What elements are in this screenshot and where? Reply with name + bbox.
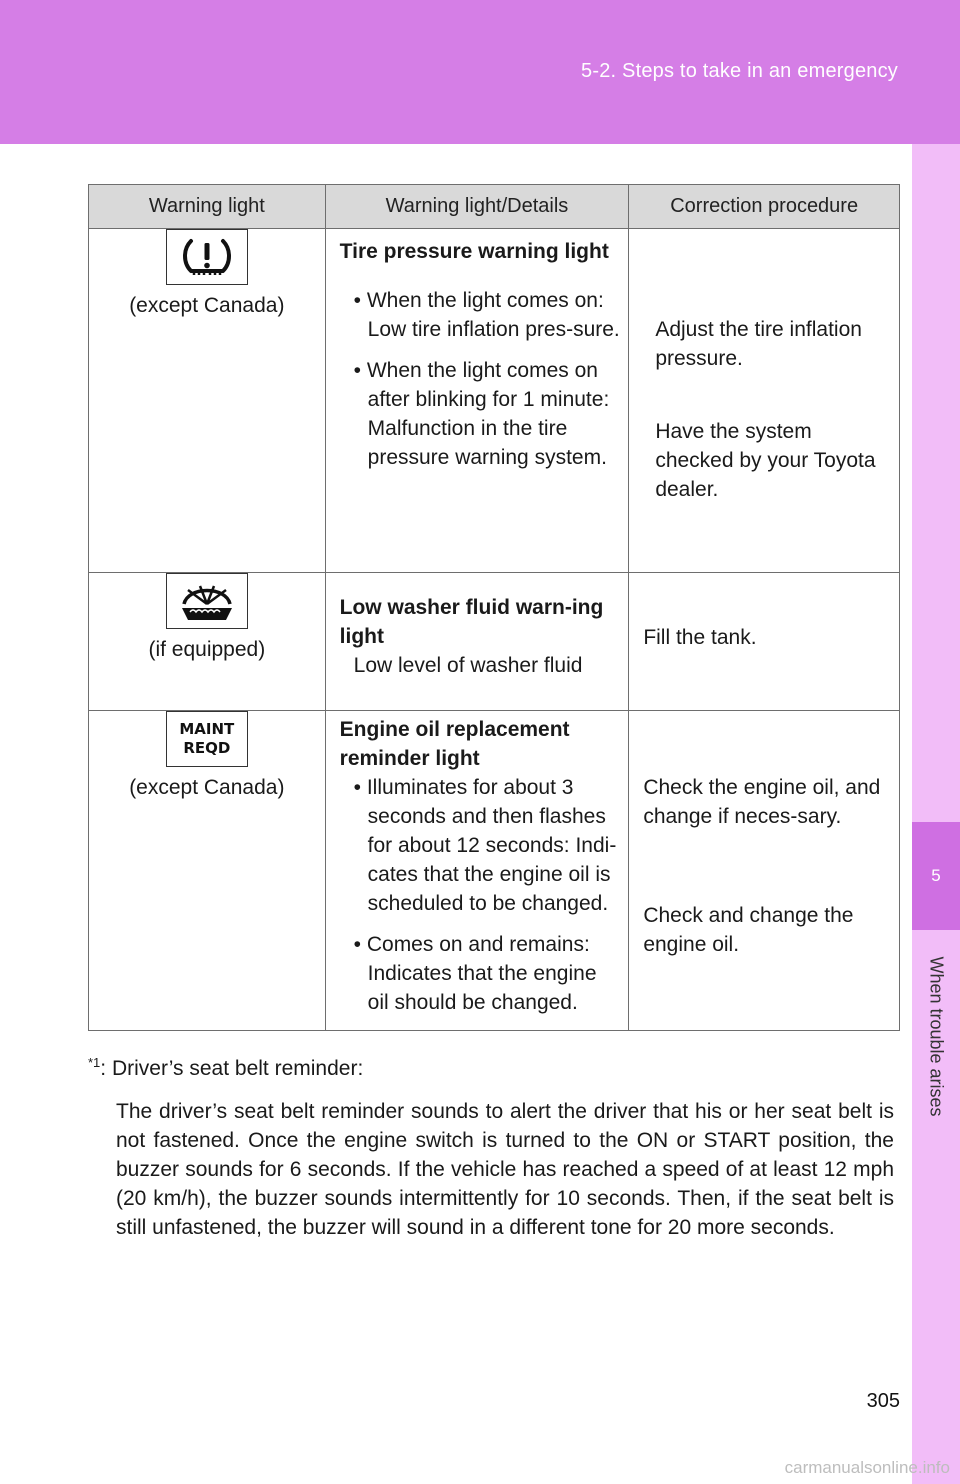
- correction-item: Check and change the engine oil.: [643, 904, 854, 956]
- correction-item: Check the engine oil, and change if neces-sary.: [643, 776, 881, 828]
- table-row: [89, 711, 900, 1031]
- warning-light-cell: [89, 711, 326, 1031]
- column-header-warning-light: Warning light: [89, 185, 326, 229]
- chapter-number-chip: [912, 822, 960, 930]
- warning-title: Tire pressure warning light: [339, 240, 609, 263]
- icon-note: (except Canada): [129, 776, 285, 799]
- footnote-mark: *1: [88, 1055, 101, 1070]
- footnote-title: : Driver’s seat belt reminder:: [100, 1057, 364, 1080]
- footnote-body: The driver’s seat belt reminder sounds to alert the driver that his or her seat belt is not fastened. Once the engine switch is turned to the ON or START position, the buzzer sounds for 6 seconds. If the vehicle has reached a speed of at least 12 mph (20 km/h), the buzzer sounds intermittently for 10 seconds. Then, if the seat belt is still unfastened, the buzzer will sound in a different tone for 20 more seconds.: [116, 1100, 894, 1239]
- correction-item: Have the system checked by your Toyota dealer.: [655, 420, 876, 501]
- reqd-label: REQD: [183, 739, 231, 757]
- table-header-row: [89, 185, 900, 229]
- watermark: carmanualsonline.info: [784, 1458, 950, 1477]
- icon-frame: [166, 573, 248, 629]
- page-number: 305: [866, 1390, 900, 1412]
- warning-light-table: [88, 184, 900, 1031]
- detail-item: • When the light comes on after blinking for 1 minute: Malfunction in the tire pressure warning system.: [353, 359, 610, 469]
- correction-item: Fill the tank.: [643, 626, 757, 649]
- details-cell: [325, 229, 629, 573]
- correction-cell: [629, 229, 900, 573]
- washer-fluid-icon: [176, 578, 238, 624]
- warning-title: Low washer fluid warn-ing light: [339, 596, 604, 648]
- chapter-side-tab: [912, 144, 960, 1484]
- detail-item: • When the light comes on: Low tire inflation pres-sure.: [353, 289, 620, 341]
- correction-cell: [629, 711, 900, 1031]
- details-cell: [325, 711, 629, 1031]
- chapter-number: 5: [931, 866, 941, 885]
- details-cell: [325, 573, 629, 711]
- icon-frame: [166, 711, 248, 767]
- warning-title: Engine oil replacement reminder light: [339, 718, 570, 770]
- icon-note: (if equipped): [148, 638, 266, 661]
- icon-note: (except Canada): [129, 294, 285, 317]
- detail-item: • Comes on and remains: Indicates that the engine oil should be changed.: [353, 933, 597, 1014]
- footnote: [88, 1054, 894, 1242]
- detail-item: Low level of washer fluid: [353, 654, 583, 677]
- table-row: [89, 573, 900, 711]
- detail-item: • Illuminates for about 3 seconds and then flashes for about 12 seconds: Indi-cates that the engine oil is scheduled to be changed.: [353, 776, 617, 915]
- icon-frame: [166, 229, 248, 285]
- maint-reqd-icon: [179, 720, 234, 758]
- tire-pressure-warning-icon: [179, 235, 235, 279]
- warning-light-cell: [89, 229, 326, 573]
- section-title: 5-2. Steps to take in an emergency: [581, 60, 898, 82]
- chapter-title: When trouble arises: [926, 956, 947, 1117]
- table-row: [89, 229, 900, 573]
- footnote-heading: [88, 1054, 894, 1083]
- chapter-title-vertical: [920, 940, 952, 1140]
- warning-light-cell: [89, 573, 326, 711]
- correction-cell: [629, 573, 900, 711]
- column-header-details: Warning light/Details: [325, 185, 629, 229]
- correction-item: Adjust the tire inflation pressure.: [655, 318, 862, 370]
- maint-label: MAINT: [179, 720, 235, 738]
- column-header-correction: Correction procedure: [629, 185, 900, 229]
